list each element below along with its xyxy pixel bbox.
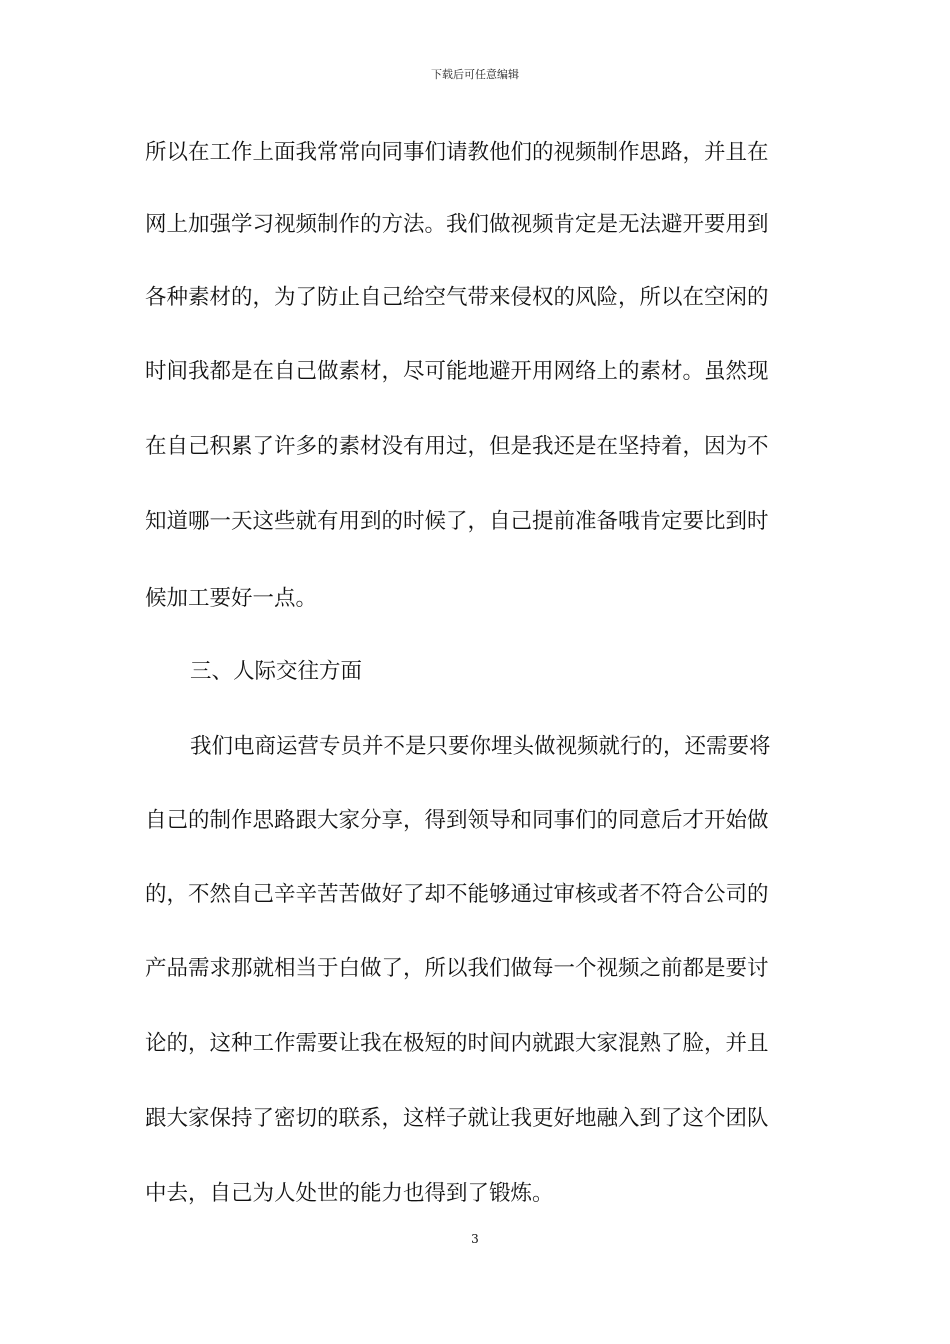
body-line: 在自己积累了许多的素材没有用过，但是我还是在坚持着，因为不 [145,434,769,459]
body-line: 所以在工作上面我常常向同事们请教他们的视频制作思路，并且在 [145,140,769,165]
body-line: 各种素材的，为了防止自己给空气带来侵权的风险，所以在空闲的 [145,285,769,310]
body-line: 中去，自己为人处世的能力也得到了锻炼。 [145,1181,554,1206]
body-line: 网上加强学习视频制作的方法。我们做视频肯定是无法避开要用到 [145,212,769,237]
body-line: 自己的制作思路跟大家分享，得到领导和同事们的同意后才开始做 [145,808,769,833]
body-line: 知道哪一天这些就有用到的时候了，自己提前准备哦肯定要比到时 [145,509,769,534]
body-line: 候加工要好一点。 [145,586,318,611]
page-number: 3 [471,1232,479,1246]
page-header: 下载后可任意编辑 [431,68,519,81]
body-line: 我们电商运营专员并不是只要你埋头做视频就行的，还需要将 [190,734,771,759]
body-line: 的，不然自己辛辛苦苦做好了却不能够通过审核或者不符合公司的 [145,882,769,907]
body-line: 时间我都是在自己做素材，尽可能地避开用网络上的素材。虽然现 [145,359,769,384]
body-line: 论的，这种工作需要让我在极短的时间内就跟大家混熟了脸，并且 [145,1031,769,1056]
section-heading: 三、人际交往方面 [190,659,363,684]
body-line: 跟大家保持了密切的联系，这样子就让我更好地融入到了这个团队 [145,1106,769,1131]
body-line: 产品需求那就相当于白做了，所以我们做每一个视频之前都是要讨 [145,956,769,981]
